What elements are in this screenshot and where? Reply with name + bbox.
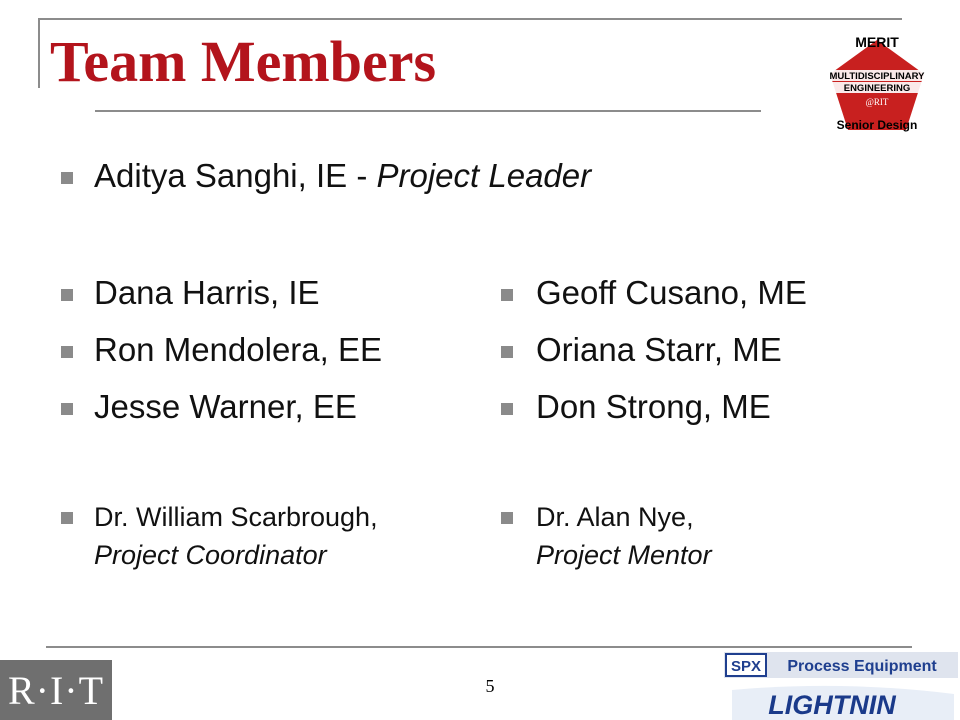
bullet-icon (61, 346, 73, 358)
spx-lightnin-logo (722, 650, 958, 720)
slide-title: Team Members (50, 29, 437, 94)
merit-logo (812, 30, 942, 140)
bullet-icon (501, 512, 513, 524)
member-item: Don Strong, ME (536, 388, 771, 425)
member-item: Oriana Starr, ME (536, 331, 782, 368)
leader-item (94, 156, 591, 196)
bullet-icon (61, 172, 73, 184)
bullet-icon (61, 403, 73, 415)
header-frame-top (38, 18, 902, 20)
member-item: Ron Mendolera, EE (94, 331, 382, 368)
mentor-name: Dr. Alan Nye, (536, 502, 694, 532)
bullet-icon (501, 346, 513, 358)
rit-logo (0, 660, 112, 720)
spx-left-text: SPX (730, 658, 762, 675)
rit-logo-text: R·I·T (7, 667, 105, 713)
member-item: Jesse Warner, EE (94, 388, 357, 425)
merit-logo-bottom: Senior Design (836, 118, 918, 132)
leader-role: Project Leader (376, 157, 592, 194)
spx-right-text: Process Equipment (787, 658, 937, 675)
member-item: Dana Harris, IE (94, 274, 320, 311)
mentor-role: Project Mentor (536, 540, 712, 570)
coordinator-role: Project Coordinator (94, 540, 327, 570)
bullet-icon (501, 403, 513, 415)
bullet-icon (61, 512, 73, 524)
merit-logo-line3: @RIT (865, 97, 889, 107)
header-frame-left (38, 18, 40, 88)
title-divider (95, 110, 761, 112)
member-item: Geoff Cusano, ME (536, 274, 807, 311)
merit-logo-line1: MULTIDISCIPLINARY (829, 71, 925, 82)
leader-name: Aditya Sanghi, IE - (94, 157, 377, 194)
lightnin-text: LIGHTNIN (768, 690, 896, 720)
merit-logo-line2: ENGINEERING (843, 83, 911, 94)
bullet-icon (501, 289, 513, 301)
bullet-icon (61, 289, 73, 301)
page-number: 5 (485, 676, 495, 696)
coordinator-name: Dr. William Scarbrough, (94, 502, 378, 532)
footer-divider (46, 646, 912, 648)
merit-logo-top: MERIT (855, 34, 899, 50)
